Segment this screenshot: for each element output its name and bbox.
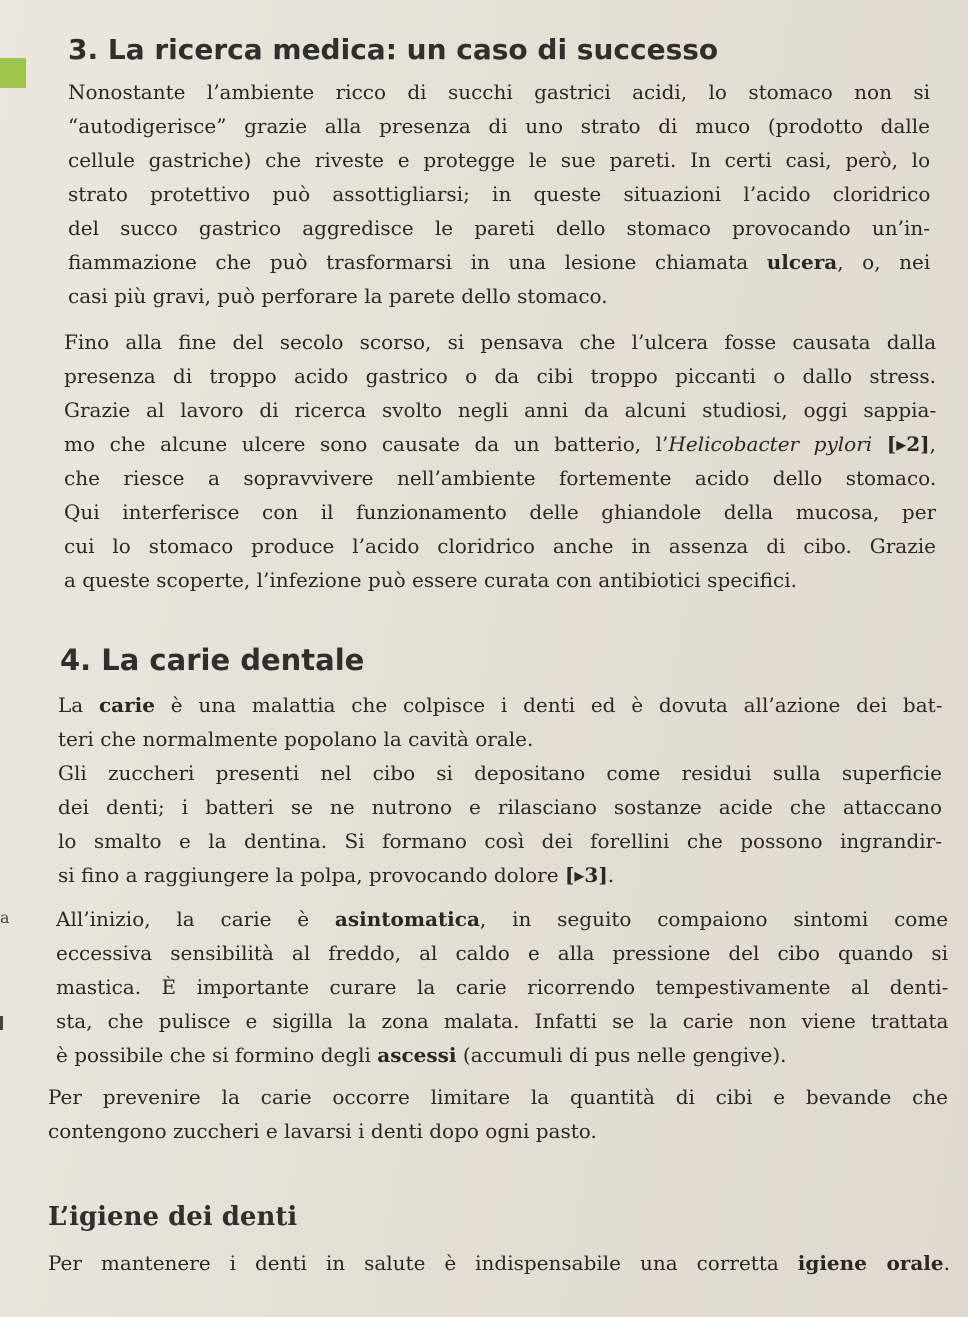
section-4-paragraph-2 xyxy=(56,902,948,1072)
subsection-title-igiene: L’igiene dei denti xyxy=(48,1202,298,1232)
text-line: mo che alcune ulcere sono causate da un batterio, l’Helicobacter pylori [▸2], xyxy=(64,432,936,456)
text-line: La carie è una malattia che colpisce i denti ed è dovuta all’azione dei bat- xyxy=(58,693,942,717)
text-line: Fino alla fine del secolo scorso, si pensava che l’ulcera fosse causata dalla xyxy=(64,330,936,354)
text-line: Per prevenire la carie occorre limitare la quantità di cibi e bevande che xyxy=(48,1085,948,1109)
term-ulcera: ulcera xyxy=(766,250,838,274)
text-line: presenza di troppo acido gastrico o da cibi troppo piccanti o dallo stress. xyxy=(64,364,936,388)
text-line: Grazie al lavoro di ricerca svolto negli anni da alcuni studiosi, oggi sappia- xyxy=(64,398,936,422)
subsection-paragraph xyxy=(48,1246,950,1280)
text-line: “autodigerisce” grazie alla presenza di uno strato di muco (prodotto dalle xyxy=(68,114,930,138)
section-3-title: 3. La ricerca medica: un caso di successo xyxy=(68,33,719,66)
text-line: lo smalto e la dentina. Si formano così dei forellini che possono ingrandir- xyxy=(58,829,942,853)
text-line: strato protettivo può assottigliarsi; in queste situazioni l’acido cloridrico xyxy=(68,182,930,206)
figure-ref-3[interactable]: [▸3] xyxy=(564,863,608,887)
text-line: Qui interferisce con il funzionamento delle ghiandole della mucosa, per xyxy=(64,500,936,524)
term-carie: carie xyxy=(99,693,155,717)
text-line: contengono zuccheri e lavarsi i denti dopo ogni pasto. xyxy=(48,1119,597,1143)
species-name: Helicobacter pylori xyxy=(668,432,873,456)
text-line: eccessiva sensibilità al freddo, al caldo e alla pressione del cibo quando si xyxy=(56,941,948,965)
text-line: cui lo stomaco produce l’acido cloridrico anche in assenza di cibo. Grazie xyxy=(64,534,936,558)
text-line: fiammazione che può trasformarsi in una lesione chiamata ulcera, o, nei xyxy=(68,250,930,274)
text-line: cellule gastriche) che riveste e protegge le sue pareti. In certi casi, però, lo xyxy=(68,148,930,172)
text-line: mastica. È importante curare la carie ricorrendo tempestivamente al denti- xyxy=(56,975,948,999)
text-line: a queste scoperte, l’infezione può essere curata con antibiotici specifici. xyxy=(64,568,797,592)
text-line: All’inizio, la carie è asintomatica, in seguito compaiono sintomi come xyxy=(56,907,948,931)
text-line: è possibile che si formino degli ascessi (accumuli di pus nelle gengive). xyxy=(56,1043,787,1067)
term-igiene-orale: igiene orale xyxy=(797,1251,944,1275)
section-4-paragraph-3 xyxy=(48,1080,948,1148)
section-4-paragraph-1 xyxy=(58,688,942,892)
section-3-paragraph-2 xyxy=(64,325,936,597)
margin-letter: a xyxy=(0,908,10,927)
text-line: si fino a raggiungere la polpa, provocando dolore [▸3]. xyxy=(58,863,615,887)
text-line: del succo gastrico aggredisce le pareti dello stomaco provocando un’in- xyxy=(68,216,930,240)
term-asintomatica: asintomatica xyxy=(334,907,480,931)
section-marker xyxy=(0,58,26,88)
text-line: teri che normalmente popolano la cavità orale. xyxy=(58,727,534,751)
text-line: dei denti; i batteri se ne nutrono e rilasciano sostanze acide che attaccano xyxy=(58,795,942,819)
text-line: casi più gravi, può perforare la parete dello stomaco. xyxy=(68,284,608,308)
text-line: Gli zuccheri presenti nel cibo si depositano come residui sulla superficie xyxy=(58,761,942,785)
section-4-title: 4. La carie dentale xyxy=(60,643,365,677)
text-line: Nonostante l’ambiente ricco di succhi gastrici acidi, lo stomaco non si xyxy=(68,80,930,104)
text-line: Per mantenere i denti in salute è indispensabile una corretta igiene orale. xyxy=(48,1251,950,1275)
section-3-paragraph-1 xyxy=(68,75,930,313)
text-line: che riesce a sopravvivere nell’ambiente fortemente acido dello stomaco. xyxy=(64,466,936,490)
text-line: sta, che pulisce e sigilla la zona malata. Infatti se la carie non viene trattata xyxy=(56,1009,948,1033)
term-ascessi: ascessi xyxy=(377,1043,457,1067)
figure-ref-2[interactable]: [▸2] xyxy=(886,432,930,456)
margin-mark xyxy=(0,1016,3,1030)
